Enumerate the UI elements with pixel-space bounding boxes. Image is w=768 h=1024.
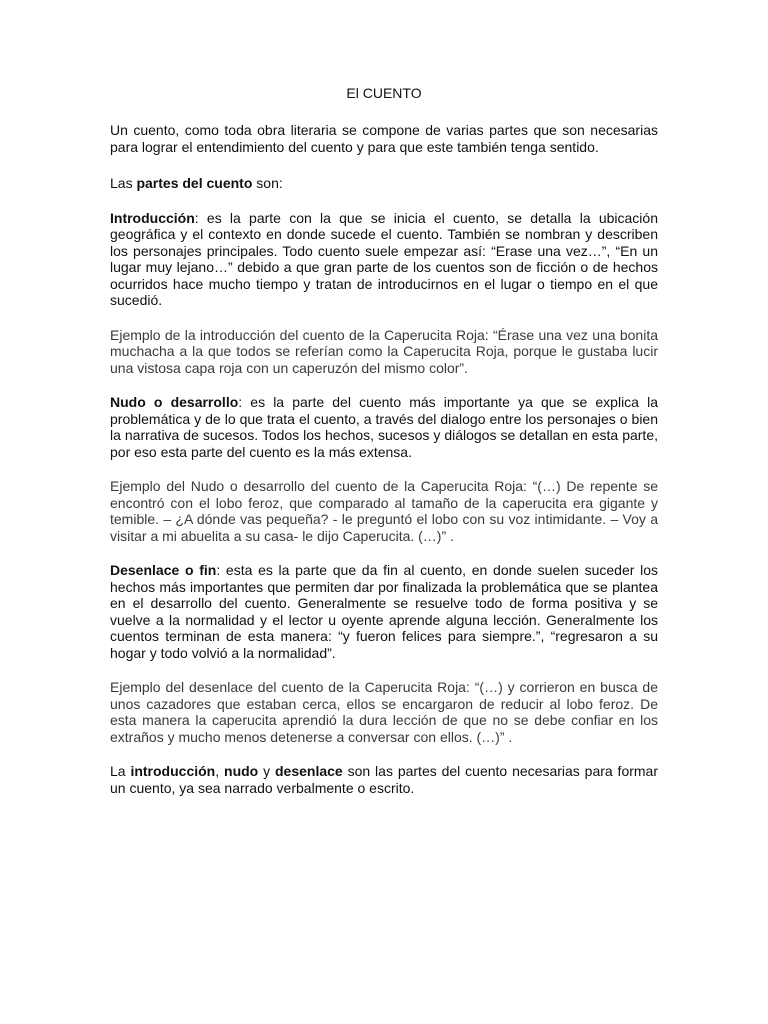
intro-paragraph: Un cuento, como toda obra literaria se compone de varias partes que son necesarias para lograr el entendimiento del cuento y para que este también tenga sentido. bbox=[110, 122, 658, 155]
parts-prefix: Las bbox=[110, 175, 137, 191]
conclusion-nudo: nudo bbox=[224, 763, 259, 779]
parts-bold-text: partes del cuento bbox=[136, 175, 253, 191]
conclusion-desenlace: desenlace bbox=[275, 763, 343, 779]
document-page bbox=[110, 84, 658, 796]
introduccion-term: Introducción bbox=[110, 209, 195, 226]
desenlace-term: Desenlace o fin bbox=[110, 562, 217, 578]
ejemplo-nudo-paragraph: Ejemplo del Nudo o desarrollo del cuento de la Caperucita Roja: “(…) De repente se encontró con el lobo feroz, que comparado al tamaño de la caperucita era gigante y temible. – ¿A dónde vas pequeña? - le preguntó el lobo con su voz intimidante. – Voy a visitar a mi abuelita a su casa- le dijo Caperucita. (…)” . bbox=[110, 478, 658, 544]
conclusion-sep-2: y bbox=[258, 763, 275, 779]
parts-heading-line bbox=[110, 175, 658, 192]
desenlace-text: : esta es la parte que da fin al cuento, en donde suelen suceder los hechos más importantes que permiten dar por finalizada la problemática que se plantea en el desarrollo del cuento. Generalmente se resuelve todo de forma positiva y se vuelve a la normalidad y el lector u oyente aprende alguna lección. Generalmente los cuentos terminan de esta manera: “y fueron felices para siempre.”, “regresaron a su hogar y todo volvió a la normalidad”. bbox=[110, 562, 659, 661]
nudo-text: : es la parte del cuento más importante ya que se explica la problemática y de lo que trata el cuento, a través del dialogo entre los personajes o bien la narrativa de sucesos. Todos los hechos, sucesos y diálogos se detallan en esta parte, por eso esta parte del cuento es la más extensa. bbox=[110, 394, 658, 460]
parts-suffix: son: bbox=[252, 175, 283, 191]
desenlace-paragraph bbox=[110, 562, 658, 661]
page-title: El CUENTO bbox=[346, 85, 422, 101]
ejemplo-introduccion-paragraph: Ejemplo de la introducción del cuento de la Caperucita Roja: “Érase una vez una bonita muchacha a la que todos se referían como la Caperucita Roja, porque le gustaba lucir una vistosa capa roja con un caperuzón del mismo color”. bbox=[110, 326, 658, 376]
conclusion-introduccion: introducción bbox=[130, 763, 216, 779]
introduccion-text: : es la parte con la que se inicia el cuento, se detalla la ubicación geográfica y el contexto en donde sucede el cuento. También se nombran y describen los personajes principales. Todo cuento suele empezar así: “Erase una vez…”, “En un lugar muy lejano…” debido a que gran parte de los cuentos son de ficción o de hechos ocurridos hace mucho tiempo y tratan de introducirnos en el lugar o tiempo en el que sucedió. bbox=[110, 209, 658, 308]
introduccion-paragraph bbox=[110, 210, 658, 309]
conclusion-prefix: La bbox=[110, 763, 131, 779]
ejemplo-desenlace-paragraph: Ejemplo del desenlace del cuento de la Caperucita Roja: “(…) y corrieron en busca de unos cazadores que estaban cerca, ellos se encargaron de reducir al lobo feroz. De esta manera la caperucita aprendió la dura lección de que no se debe confiar en los extraños y mucho menos detenerse a conversar con ellos. (…)” . bbox=[110, 679, 658, 745]
nudo-term: Nudo o desarrollo bbox=[110, 394, 239, 410]
conclusion-suffix: son las partes del cuento necesarias para formar un cuento, ya sea narrado verbalmente o escrito. bbox=[110, 763, 659, 796]
nudo-paragraph bbox=[110, 394, 658, 460]
conclusion-paragraph bbox=[110, 763, 658, 796]
conclusion-sep-1: , bbox=[215, 763, 225, 779]
